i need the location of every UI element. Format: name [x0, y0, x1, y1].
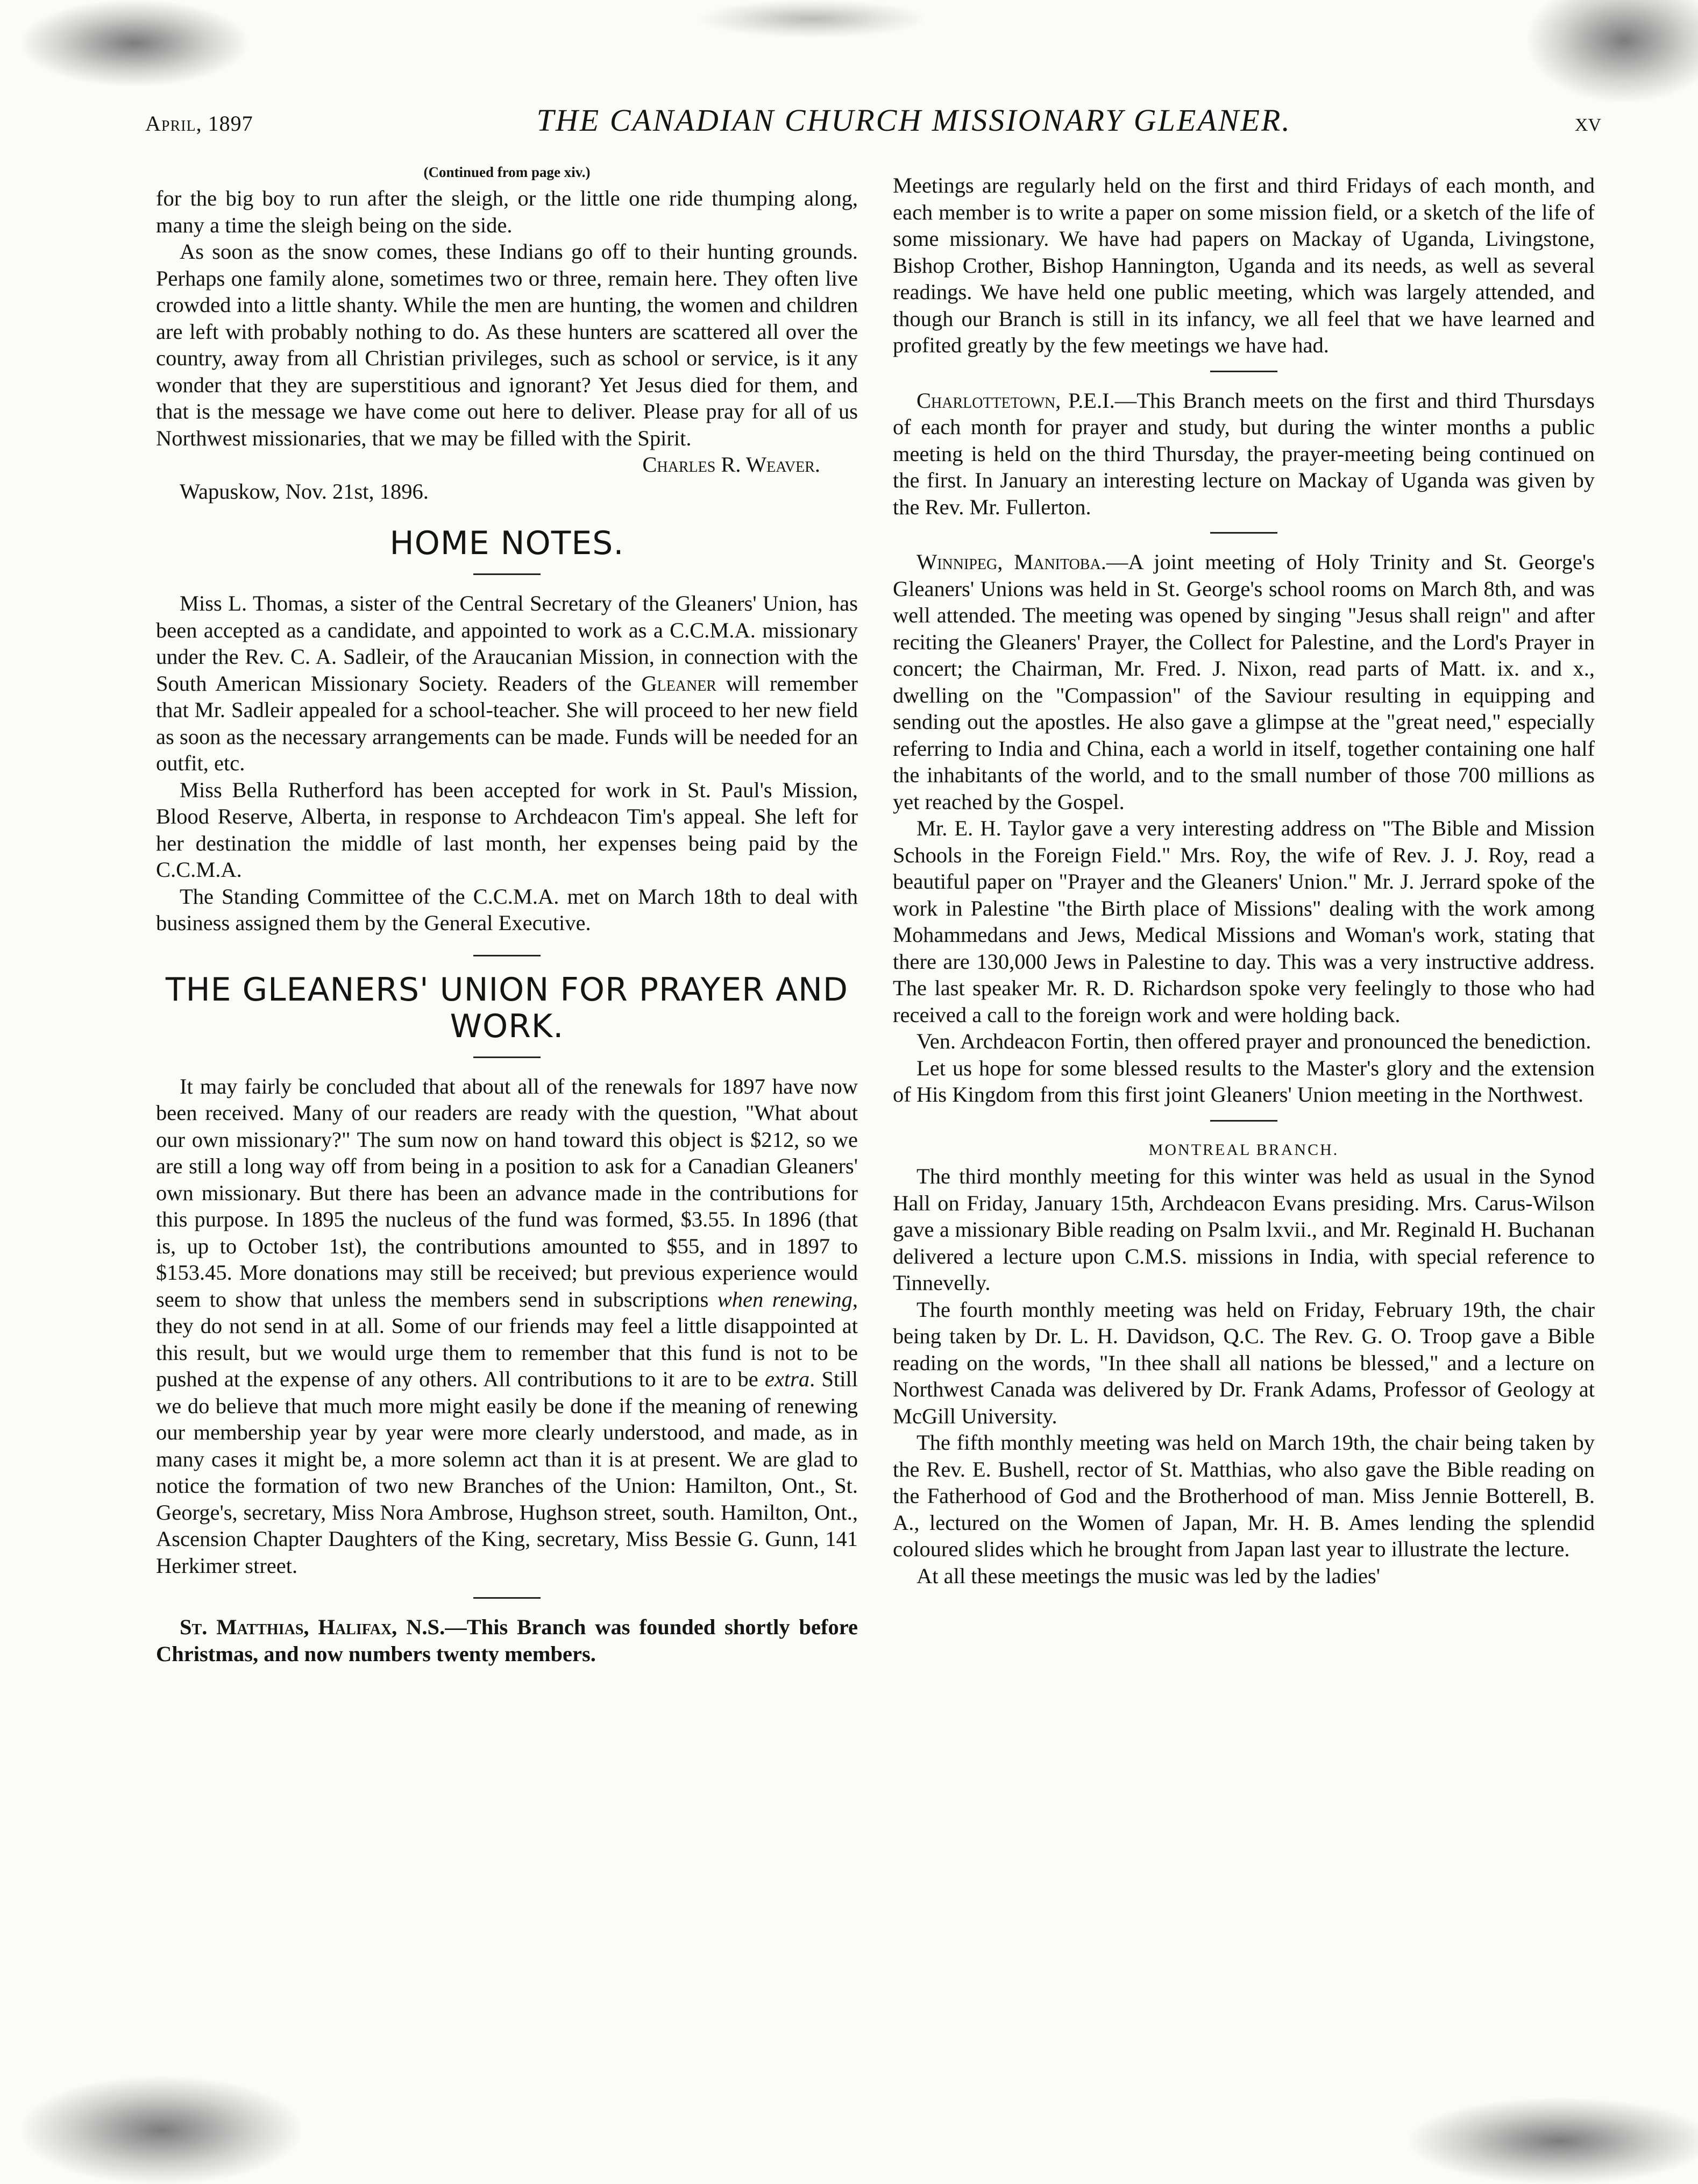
divider-rule	[473, 1056, 541, 1058]
running-head	[145, 102, 1601, 151]
divider-rule	[1210, 371, 1277, 372]
text-run: It may fairly be concluded that about all of the renewals for 1897 have now been received. Many of our readers are ready with the question, "What about our own missionary?" The sum now on hand toward this object is $212, so we are still a long way off from being in a position to ask for a Canadian Gleaners' own missionary. But there has been an advance made in the contributions for this purpose. In 1895 the nucleus of the fund was formed, $3.55. In 1896 (that is, up to October 1st), the contributions amounted to $55, and in 1897 to $153.45. More donations may still be received; but previous experience would seem to show that unless the members send in subscriptions	[156, 1074, 858, 1311]
print-smudge-top-right	[1528, 0, 1698, 102]
text-run: —This Branch meets on the first and third Thursdays of each month for prayer and study, but during the winter months a public meeting is held on the third Thursday, the prayer-meeting being continued on the first. In January an interesting lecture on Mackay of Uganda was given by the Rev. Mr. Fullerton.	[893, 388, 1595, 519]
article-signature: Charles R. Weaver.	[642, 452, 820, 477]
article-paragraph: As soon as the snow comes, these Indians go off to their hunting grounds. Perhaps one family alone, sometimes two or three, remain here. They often live crowded into a little shanty. While the men are hunting, the women and children are left with probably nothing to do. As these hunters are scattered all over the country, away from all Christian privileges, such as school or service, is it any wonder that they are superstitious and ignorant? Yet Jesus died for them, and that is the message we have come out here to deliver. Please pray for all of us Northwest missionaries, that we may be filled with the Spirit.	[156, 239, 858, 450]
article-paragraph: At all these meetings the music was led by the ladies'	[917, 1563, 1381, 1588]
emphasis-text: extra	[764, 1367, 810, 1391]
text-run: . Still we do believe that much more might easily be done if the meaning of renewing our membership year by year were more clearly understood, and made, as in many cases it might be, a more solemn act than it is at present. We are glad to notice the formation of two new Branches of the Union: Hamilton, Ont., St. George's, secretary, Miss Nora Ambrose, Hughson street, south. Hamilton, Ont., Ascension Chapter Daughters of the King, secretary, Miss Bessie G. Gunn, 141 Herkimer street.	[156, 1367, 858, 1578]
text-run: will remember that Mr. Sadleir appealed for a school-teacher. She will proceed to her new field as soon as the necessary arrangements can be made. Funds will be needed for an outfit, etc.	[156, 671, 858, 775]
article-paragraph: Mr. E. H. Taylor gave a very interesting address on "The Bible and Mission Schools in the Foreign Field." Mrs. Roy, the wife of Rev. J. J. Roy, read a beautiful paper on "Prayer and the Gleaners' Union." Mr. J. Jerrard spoke of the work in Palestine "the Birth place of Missions" dealing with the work among Mohammedans and Jews, Medical Missions and Woman's work, stating that there are 130,000 Jews in Palestine to day. This was a very instructive address. The last speaker Mr. R. D. Richardson spoke very feelingly to those who had received a call to the foreign work and were holding back.	[893, 816, 1595, 1027]
issue-date: April, 1897	[145, 111, 253, 136]
article-paragraph: for the big boy to run after the sleigh, or the little one ride thumping along, many a time the sleigh being on the side.	[156, 186, 858, 237]
text-run: —This Branch was founded shortly before Christmas, and now numbers twenty members.	[156, 1615, 858, 1666]
print-smudge-bottom-left	[22, 2076, 301, 2184]
branch-name: Winnipeg, Manitoba.	[917, 550, 1106, 574]
branch-name: St. Matthias, Halifax, N.S.	[180, 1615, 445, 1639]
divider-rule	[1210, 532, 1277, 534]
home-notes-paragraph: The Standing Committee of the C.C.M.A. met on March 18th to deal with business assigned them by the General Executive.	[156, 884, 858, 935]
print-smudge-top-left	[22, 0, 247, 86]
article-paragraph: Meetings are regularly held on the first and third Fridays of each month, and each member is to write a paper on some mission field, or a sketch of the life of some missionary. We have had papers on Mackay of Uganda, Livingstone, Bishop Crother, Bishop Hannington, Uganda and its needs, as well as several readings. We have held one public meeting, which was largely attended, and though our Branch is still in its infancy, we all feel that we have learned and profited greatly by the few meetings we have had.	[893, 173, 1595, 357]
subheading-montreal-branch: MONTREAL BRANCH.	[1148, 1140, 1339, 1159]
branch-name: Charlottetown, P.E.I.	[917, 388, 1115, 413]
branch-report-charlottetown	[893, 387, 1595, 521]
home-notes-paragraph	[156, 590, 858, 777]
article-paragraph: The third monthly meeting for this winter was held as usual in the Synod Hall on Friday, January 15th, Archdeacon Evans presiding. Mrs. Carus-Wilson gave a missionary Bible reading on Psalm lxvii., and Mr. Reginald H. Buchanan delivered a lecture upon C.M.S. missions in India, with special reference to Tinnevelly.	[893, 1164, 1595, 1295]
article-paragraph: Let us hope for some blessed results to the Master's glory and the extension of His Kingdom from this first joint Gleaners' Union meeting in the Northwest.	[893, 1055, 1595, 1107]
article-dateline: Wapuskow, Nov. 21st, 1896.	[180, 479, 429, 504]
text-run: —A joint meeting of Holy Trinity and St. George's Gleaners' Unions was held in St. George's school rooms on March 8th, and was well attended. The meeting was opened by singing "Jesus shall reign" and after reciting the Gleaners' Prayer, the Collect for Palestine, and the Lord's Prayer in concert; the Chairman, Mr. Fred. J. Nixon, read parts of Matt. ix. and x., dwelling on the "Compassion" of the Saviour resulting in equipping and sending out the apostles. He also gave a glimpse at the "great need," especially referring to India and China, each a world in itself, together containing one half the inhabitants of the world, and to the small number of those 700 millions as yet reached by the Gospel.	[893, 550, 1595, 814]
divider-rule	[473, 573, 541, 575]
left-column	[156, 162, 858, 2024]
article-paragraph: Ven. Archdeacon Fortin, then offered prayer and pronounced the benediction.	[917, 1029, 1592, 1053]
gleaners-union-paragraph	[156, 1073, 858, 1579]
print-smudge-bottom-right	[1409, 2098, 1698, 2184]
section-heading-gleaners-union: THE GLEANERS' UNION FOR PRAYER AND WORK.	[165, 970, 849, 1045]
publication-name: Gleaner	[641, 671, 716, 696]
section-heading-home-notes: HOME NOTES.	[389, 524, 624, 562]
publication-title: THE CANADIAN CHURCH MISSIONARY GLEANER.	[536, 103, 1291, 138]
branch-report-halifax	[156, 1614, 858, 1667]
article-paragraph: The fifth monthly meeting was held on March 19th, the chair being taken by the Rev. E. Bushell, rector of St. Matthias, who also gave the Bible reading on the Fatherhood of God and the Brotherhood of man. Miss Jennie Botterell, B. A., lectured on the Women of Japan, Mr. H. B. Ames lending the splendid coloured slides which he brought from Japan last year to illustrate the lecture.	[893, 1430, 1595, 1561]
text-run: , they do not send in at all. Some of our friends may feel a little disappointed at this result, but we would urge them to remember that this fund is not to be pushed at the expense of any others. All contributions to it are to be	[156, 1287, 858, 1391]
text-run: Miss L. Thomas, a sister of the Central Secretary of the Gleaners' Union, has been accepted as a candidate, and appointed to work as a C.C.M.A. missionary under the Rev. C. A. Sadleir, of the Araucanian Mission, in connection with the South American Missionary Society. Readers of the	[156, 591, 858, 696]
branch-report-winnipeg	[893, 549, 1595, 815]
emphasis-text: when renewing	[717, 1287, 852, 1311]
divider-rule	[473, 955, 541, 956]
divider-rule	[1210, 1120, 1277, 1122]
right-column	[893, 172, 1595, 2033]
divider-rule	[473, 1597, 541, 1599]
article-paragraph: The fourth monthly meeting was held on Friday, February 19th, the chair being taken by Dr. L. H. Davidson, Q.C. The Rev. G. O. Troop gave a Bible reading on the words, "In thee shall all nations be blessed," and a lecture on Northwest Canada was delivered by Dr. Frank Adams, Professor of Geology at McGill University.	[893, 1297, 1595, 1428]
continued-note: (Continued from page xiv.)	[423, 164, 591, 180]
page-number: xv	[1574, 108, 1601, 137]
home-notes-paragraph: Miss Bella Rutherford has been accepted for work in St. Paul's Mission, Blood Reserve, Alberta, in response to Archdeacon Tim's appeal. She left for her destination the middle of last month, her expenses being paid by the C.C.M.A.	[156, 777, 858, 882]
print-smudge-top-center	[699, 0, 925, 38]
